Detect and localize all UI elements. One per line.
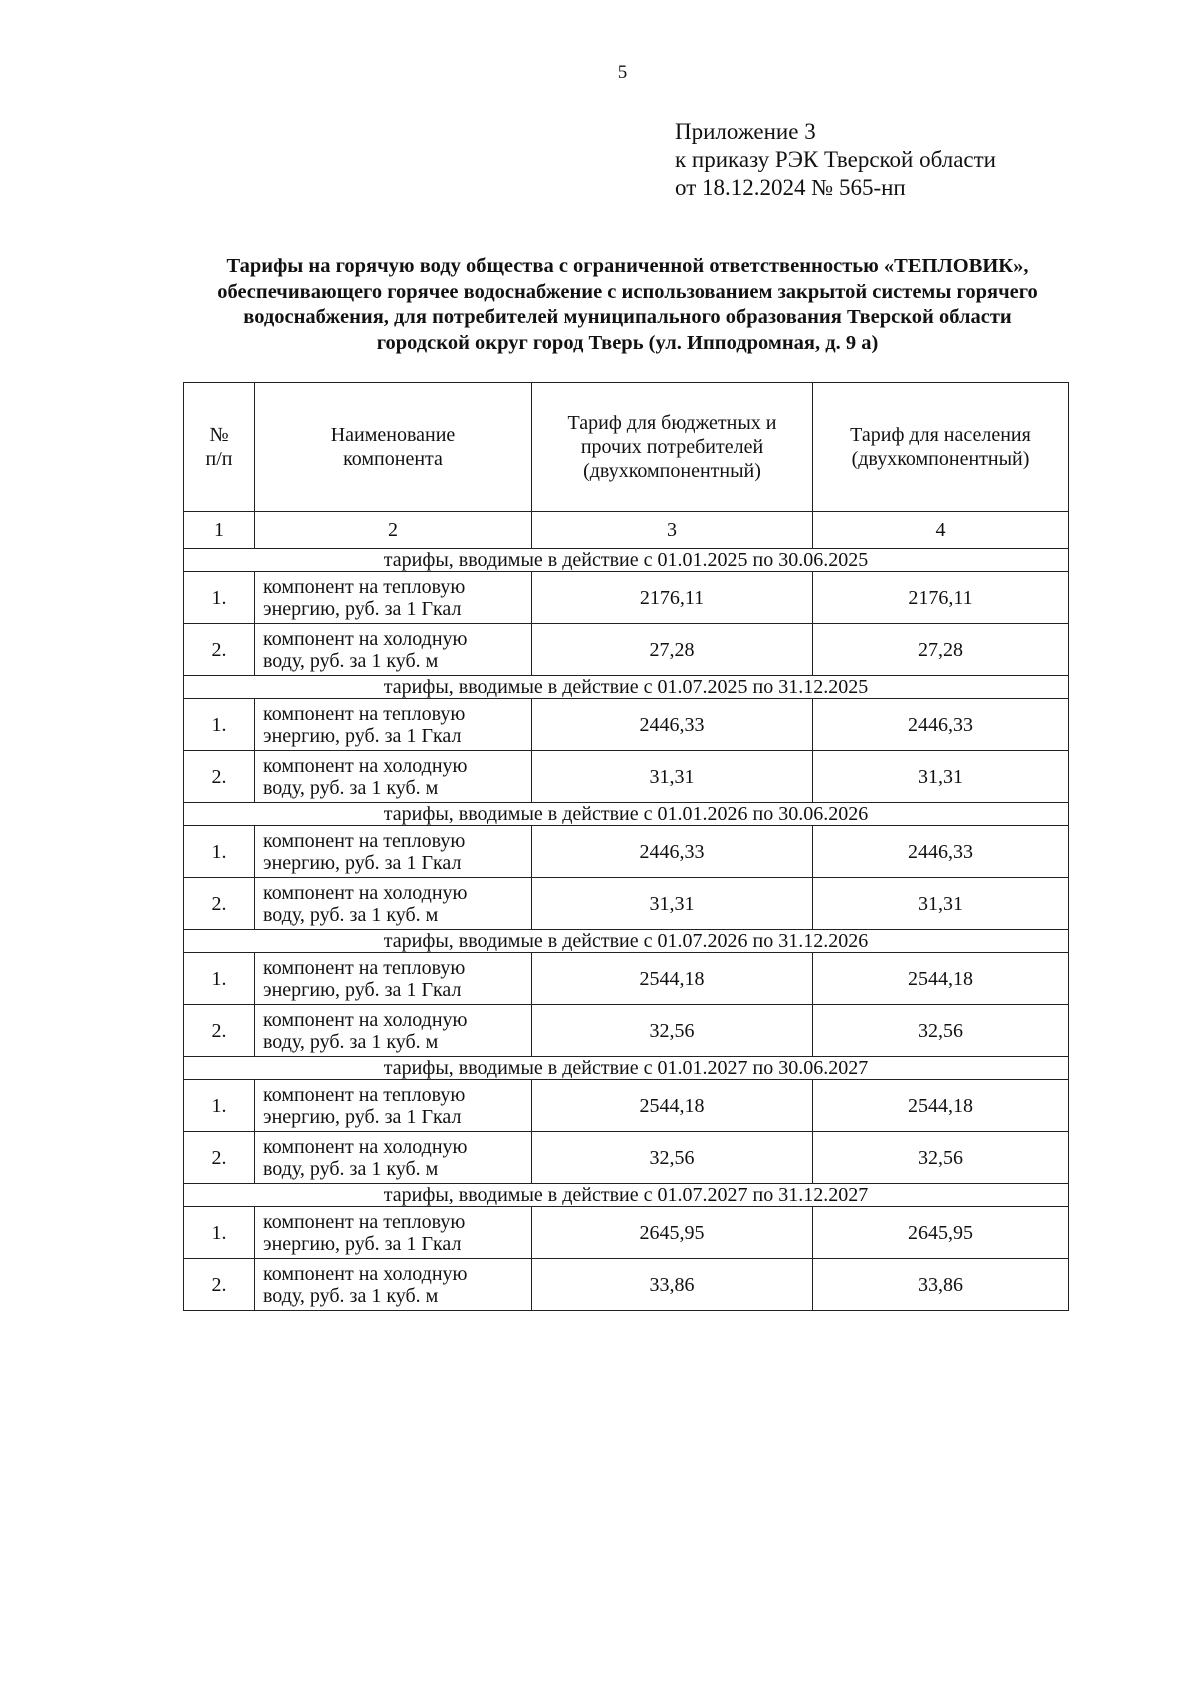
component-name — [255, 1259, 532, 1311]
component-name-line: энергию, руб. за 1 Гкал — [263, 1105, 462, 1128]
title-line: обеспечивающего горячее водоснабжение с использованием закрытой системы горячего — [217, 280, 1038, 303]
component-name-line: энергию, руб. за 1 Гкал — [263, 978, 462, 1001]
component-name-line: компонент на холодную — [263, 627, 468, 650]
budget-tariff-value: 32,56 — [532, 1005, 813, 1057]
component-name-line: компонент на тепловую — [263, 575, 466, 598]
table-row — [184, 826, 1069, 878]
title-line: водоснабжения, для потребителей муниципального образования Тверской области — [243, 306, 1012, 328]
component-name-line: энергию, руб. за 1 Гкал — [263, 1232, 462, 1255]
component-name — [255, 953, 532, 1005]
population-tariff-value: 2176,11 — [813, 572, 1069, 624]
annex-title: Приложение 3 — [675, 119, 816, 144]
table-row — [184, 572, 1069, 624]
component-name — [255, 1207, 532, 1259]
component-name-line: энергию, руб. за 1 Гкал — [263, 724, 462, 747]
period-row — [184, 676, 1069, 699]
tariff-table — [183, 382, 1069, 1311]
column-number: 3 — [532, 512, 813, 549]
component-name-line: энергию, руб. за 1 Гкал — [263, 597, 462, 620]
column-number: 4 — [813, 512, 1069, 549]
period-row — [184, 549, 1069, 572]
population-tariff-value: 2544,18 — [813, 1080, 1069, 1132]
row-number: 1. — [184, 699, 255, 751]
header-component-name — [255, 383, 532, 512]
row-number: 2. — [184, 1005, 255, 1057]
row-number: 1. — [184, 572, 255, 624]
component-name-line: воду, руб. за 1 куб. м — [263, 903, 439, 926]
title-line: городской округ город Тверь (ул. Ипподромная, д. 9 а) — [376, 331, 879, 354]
component-name-line: компонент на тепловую — [263, 829, 466, 852]
header-budget-line: Тариф для бюджетных и — [567, 412, 777, 434]
row-number: 2. — [184, 878, 255, 930]
budget-tariff-value: 27,28 — [532, 624, 813, 676]
period-row — [184, 1057, 1069, 1080]
budget-tariff-value: 2446,33 — [532, 826, 813, 878]
component-name-line: компонент на тепловую — [263, 1083, 466, 1106]
table-row — [184, 699, 1069, 751]
period-label: тарифы, вводимые в действие с 01.07.2026 по 31.12.2026 — [184, 930, 1069, 953]
row-number: 2. — [184, 751, 255, 803]
component-name-line: компонент на тепловую — [263, 702, 466, 725]
population-tariff-value: 31,31 — [813, 878, 1069, 930]
header-num — [184, 383, 255, 512]
page-number: 5 — [617, 62, 628, 83]
period-label: тарифы, вводимые в действие с 01.01.2027 по 30.06.2027 — [184, 1057, 1069, 1080]
period-row — [184, 1184, 1069, 1207]
table-row — [184, 1132, 1069, 1184]
budget-tariff-value: 33,86 — [532, 1259, 813, 1311]
population-tariff-value: 27,28 — [813, 624, 1069, 676]
component-name — [255, 572, 532, 624]
annex-order-ref: к приказу РЭК Тверской области — [675, 147, 996, 172]
component-name — [255, 826, 532, 878]
header-population-line: (двухкомпонентный) — [851, 448, 1030, 470]
table-row — [184, 953, 1069, 1005]
population-tariff-value: 33,86 — [813, 1259, 1069, 1311]
period-label: тарифы, вводимые в действие с 01.01.2025 по 30.06.2025 — [184, 549, 1069, 572]
population-tariff-value: 31,31 — [813, 751, 1069, 803]
component-name-line: воду, руб. за 1 куб. м — [263, 1157, 439, 1180]
header-num-line: п/п — [205, 448, 233, 470]
table-row — [184, 1207, 1069, 1259]
budget-tariff-value: 2176,11 — [532, 572, 813, 624]
row-number: 1. — [184, 953, 255, 1005]
component-name-line: воду, руб. за 1 куб. м — [263, 1284, 439, 1307]
component-name — [255, 699, 532, 751]
component-name-line: компонент на холодную — [263, 1135, 468, 1158]
column-number: 1 — [184, 512, 255, 549]
component-name-line: воду, руб. за 1 куб. м — [263, 776, 439, 799]
table-row — [184, 1080, 1069, 1132]
header-name-line: компонента — [343, 448, 443, 470]
document-title — [175, 254, 1080, 356]
header-population-tariff — [813, 383, 1069, 512]
budget-tariff-value: 31,31 — [532, 878, 813, 930]
row-number: 1. — [184, 1080, 255, 1132]
table-row — [184, 751, 1069, 803]
population-tariff-value: 2645,95 — [813, 1207, 1069, 1259]
component-name-line: компонент на тепловую — [263, 956, 466, 979]
period-label: тарифы, вводимые в действие с 01.07.2027 по 31.12.2027 — [184, 1184, 1069, 1207]
budget-tariff-value: 31,31 — [532, 751, 813, 803]
component-name-line: воду, руб. за 1 куб. м — [263, 1030, 439, 1053]
component-name-line: компонент на холодную — [263, 754, 468, 777]
row-number: 2. — [184, 1259, 255, 1311]
row-number: 2. — [184, 1132, 255, 1184]
component-name-line: воду, руб. за 1 куб. м — [263, 649, 439, 672]
table-row — [184, 1259, 1069, 1311]
population-tariff-value: 2446,33 — [813, 826, 1069, 878]
header-budget-line: прочих потребителей — [580, 436, 764, 458]
component-name — [255, 624, 532, 676]
population-tariff-value: 2446,33 — [813, 699, 1069, 751]
header-budget-line: (двухкомпонентный) — [583, 460, 761, 482]
component-name — [255, 1080, 532, 1132]
budget-tariff-value: 32,56 — [532, 1132, 813, 1184]
budget-tariff-value: 2645,95 — [532, 1207, 813, 1259]
period-label: тарифы, вводимые в действие с 01.01.2026 по 30.06.2026 — [184, 803, 1069, 826]
period-label: тарифы, вводимые в действие с 01.07.2025 по 31.12.2025 — [184, 676, 1069, 699]
population-tariff-value: 32,56 — [813, 1005, 1069, 1057]
budget-tariff-value: 2544,18 — [532, 1080, 813, 1132]
table-row — [184, 1005, 1069, 1057]
component-name-line: компонент на холодную — [263, 881, 468, 904]
annex-order-date: от 18.12.2024 № 565-нп — [675, 175, 906, 200]
column-number: 2 — [255, 512, 532, 549]
title-line: Тарифы на горячую воду общества с ограниченной ответственностью «ТЕПЛОВИК», — [226, 255, 1029, 277]
population-tariff-value: 2544,18 — [813, 953, 1069, 1005]
header-name-line: Наименование — [330, 424, 456, 446]
annex-block — [675, 118, 996, 202]
budget-tariff-value: 2446,33 — [532, 699, 813, 751]
budget-tariff-value: 2544,18 — [532, 953, 813, 1005]
component-name-line: компонент на холодную — [263, 1262, 468, 1285]
column-number-row — [184, 512, 1069, 549]
period-row — [184, 930, 1069, 953]
table-row — [184, 624, 1069, 676]
header-population-line: Тариф для населения — [850, 424, 1031, 446]
component-name — [255, 878, 532, 930]
table-header-row — [184, 383, 1069, 512]
header-num-line: № — [209, 424, 229, 446]
component-name-line: компонент на тепловую — [263, 1210, 466, 1233]
table-row — [184, 878, 1069, 930]
period-row — [184, 803, 1069, 826]
row-number: 1. — [184, 1207, 255, 1259]
row-number: 2. — [184, 624, 255, 676]
component-name — [255, 1132, 532, 1184]
component-name-line: энергию, руб. за 1 Гкал — [263, 851, 462, 874]
component-name-line: компонент на холодную — [263, 1008, 468, 1031]
header-budget-tariff — [532, 383, 813, 512]
row-number: 1. — [184, 826, 255, 878]
component-name — [255, 1005, 532, 1057]
population-tariff-value: 32,56 — [813, 1132, 1069, 1184]
component-name — [255, 751, 532, 803]
